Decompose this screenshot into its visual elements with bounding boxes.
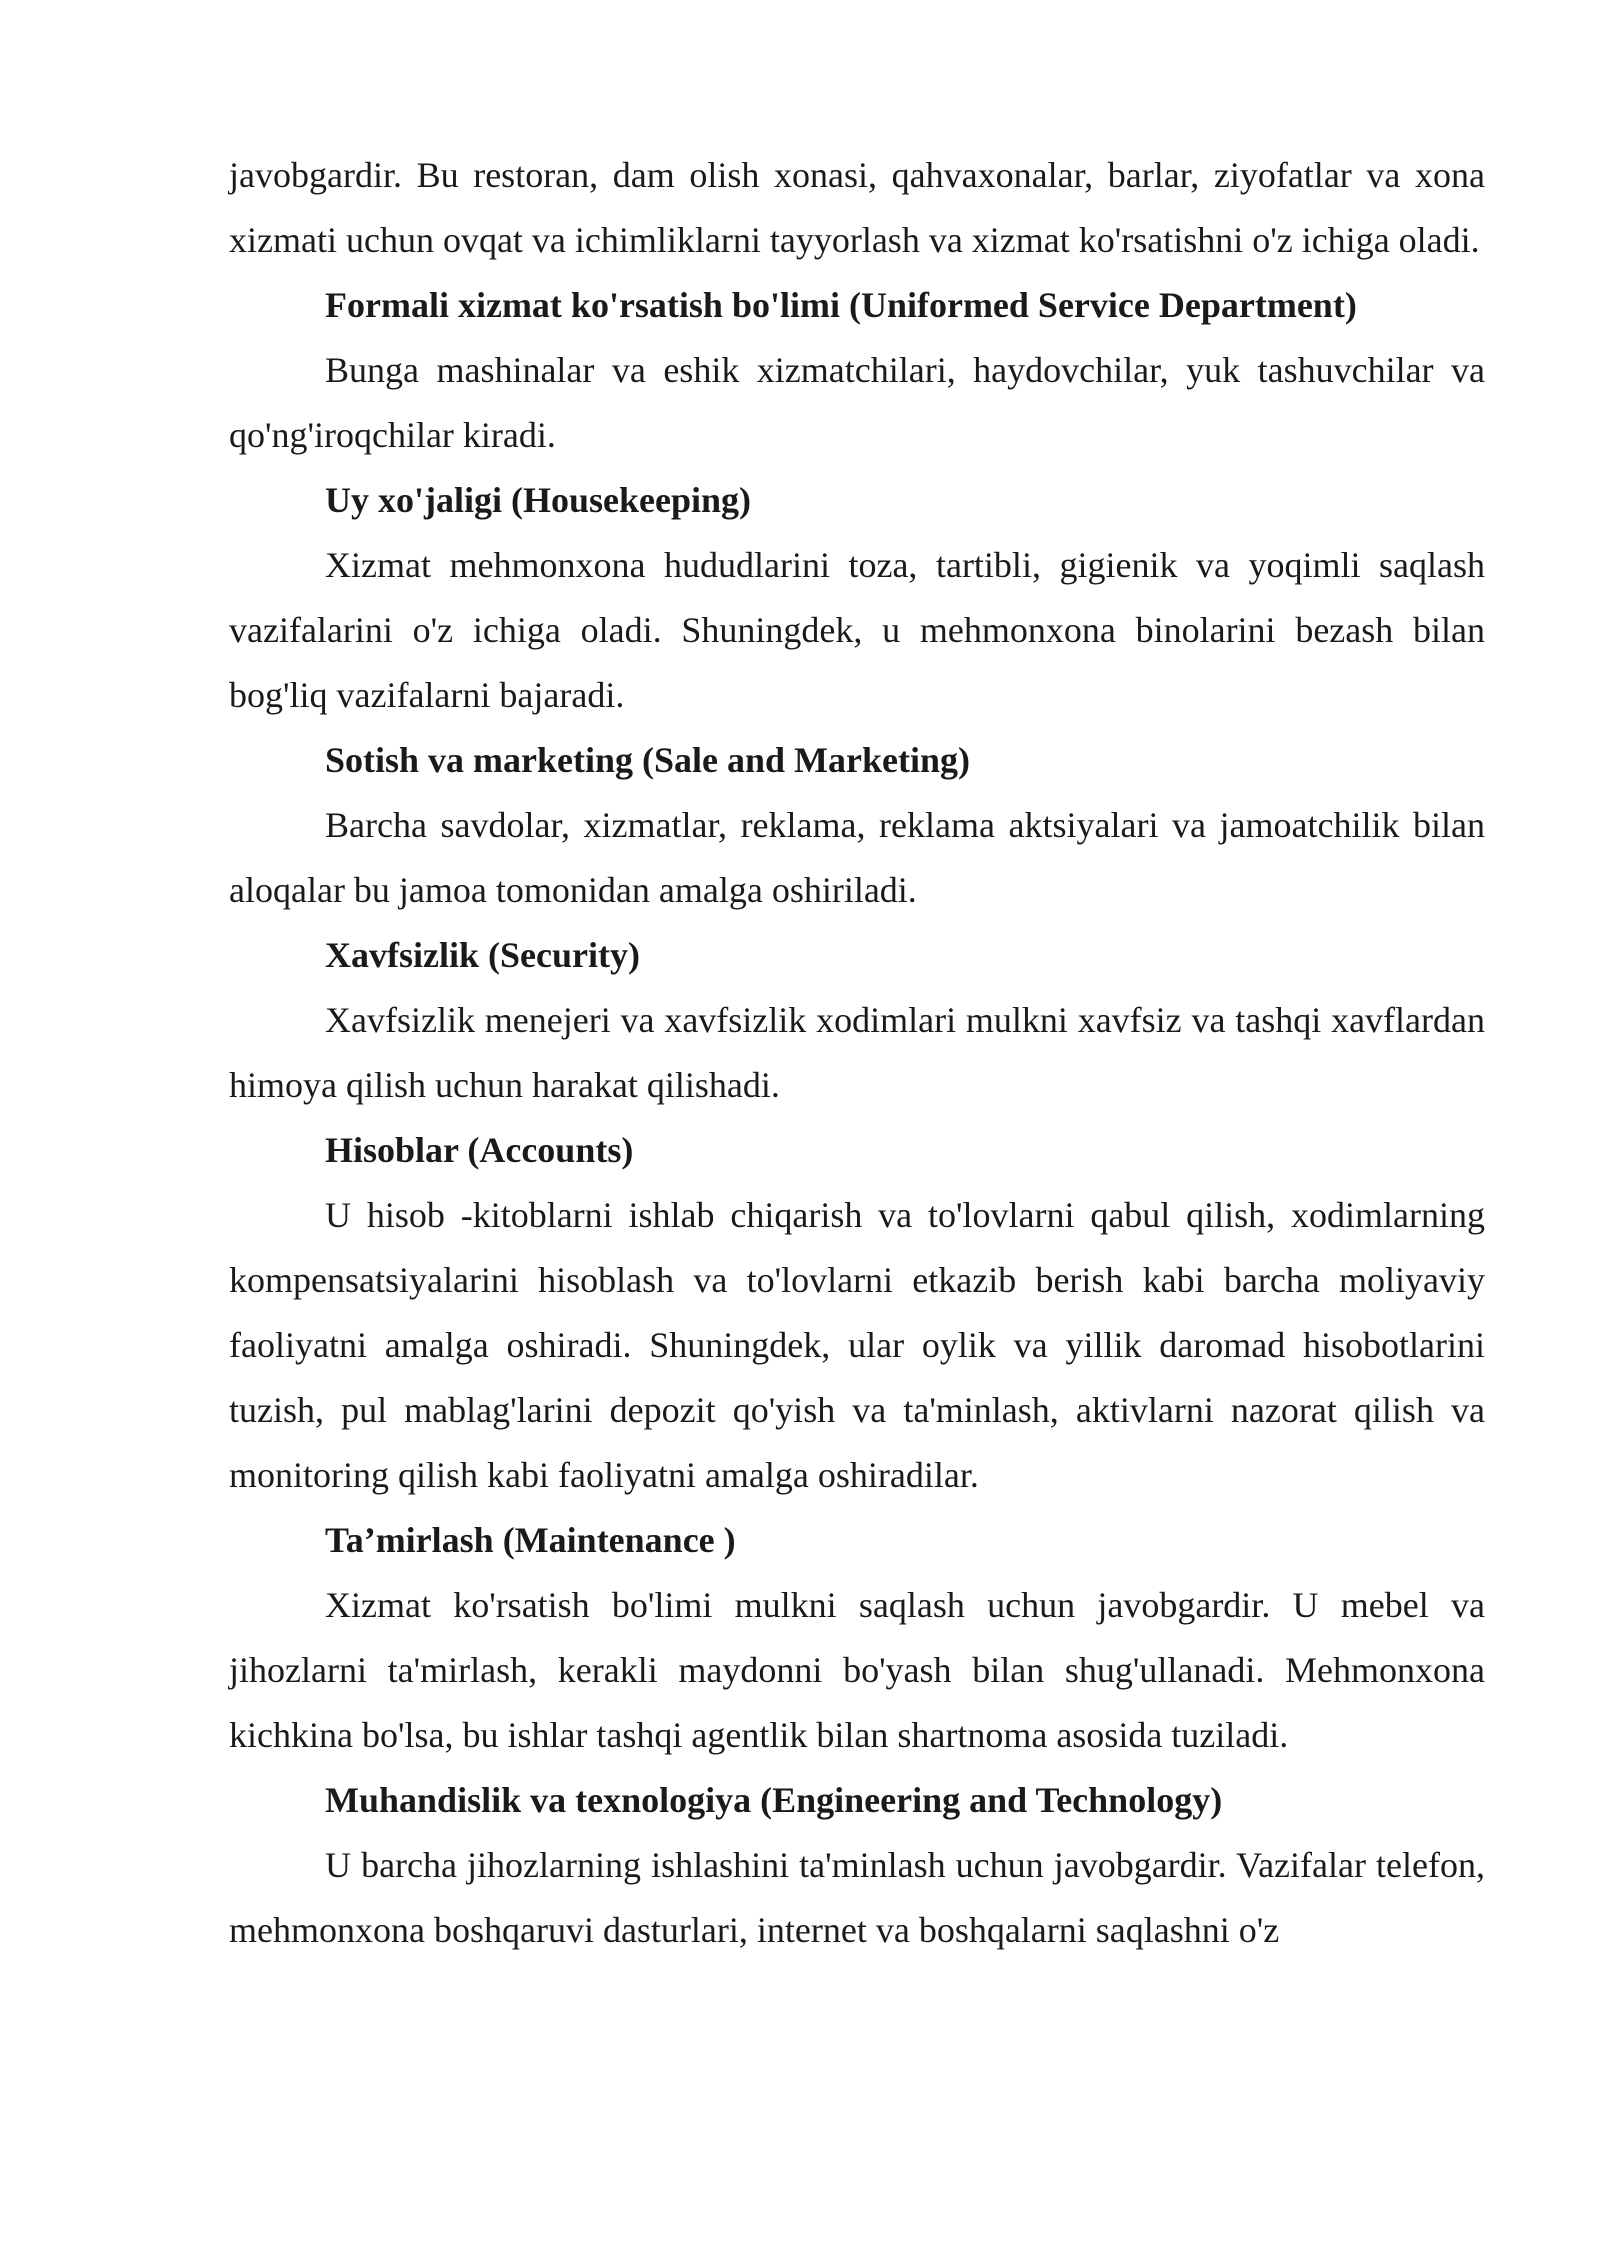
body-paragraph-maintenance: Xizmat ko'rsatish bo'limi mulkni saqlash uchun javobgardir. U mebel va jihozlarni ta'mirlash, kerakli maydonni bo'yash bilan shug'ullanadi. Mehmonxona kichkina bo'lsa, bu ishlar tashqi agentlik bilan shartnoma asosida tuziladi. bbox=[229, 1585, 1485, 1755]
section-heading-accounts: Hisoblar (Accounts) bbox=[325, 1130, 634, 1170]
section-heading-engineering: Muhandislik va texnologiya (Engineering and Technology) bbox=[325, 1780, 1223, 1820]
section-heading-uniformed-service: Formali xizmat ko'rsatish bo'limi (Uniformed Service Department) bbox=[325, 285, 1357, 325]
section-heading-housekeeping: Uy xo'jaligi (Housekeeping) bbox=[325, 480, 752, 520]
section-heading-security: Xavfsizlik (Security) bbox=[325, 935, 640, 975]
section-heading-maintenance: Ta’mirlash (Maintenance ) bbox=[325, 1520, 736, 1560]
section-heading-sale-marketing: Sotish va marketing (Sale and Marketing) bbox=[325, 740, 971, 780]
body-paragraph-housekeeping: Xizmat mehmonxona hududlarini toza, tartibli, gigienik va yoqimli saqlash vazifalarini o'z ichiga oladi. Shuningdek, u mehmonxona binolarini bezash bilan bog'liq vazifalarni bajaradi. bbox=[229, 545, 1485, 715]
body-paragraph-sale-marketing: Barcha savdolar, xizmatlar, reklama, reklama aktsiyalari va jamoatchilik bilan aloqalar bu jamoa tomonidan amalga oshiriladi. bbox=[229, 805, 1485, 910]
body-paragraph-engineering: U barcha jihozlarning ishlashini ta'minlash uchun javobgardir. Vazifalar telefon, mehmonxona boshqaruvi dasturlari, internet va boshqalarni saqlashni o'z bbox=[229, 1845, 1485, 1950]
body-paragraph-accounts: U hisob -kitoblarni ishlab chiqarish va to'lovlarni qabul qilish, xodimlarning kompensatsiyalarini hisoblash va to'lovlarni etkazib berish kabi barcha moliyaviy faoliyatni amalga oshiradi. Shuningdek, ular oylik va yillik daromad hisobotlarini tuzish, pul mablag'larini depozit qo'yish va ta'minlash, aktivlarni nazorat qilish va monitoring qilish kabi faoliyatni amalga oshiradilar. bbox=[229, 1195, 1485, 1495]
body-paragraph-security: Xavfsizlik menejeri va xavfsizlik xodimlari mulkni xavfsiz va tashqi xavflardan himoya qilish uchun harakat qilishadi. bbox=[229, 1000, 1485, 1105]
body-paragraph-uniformed-service: Bunga mashinalar va eshik xizmatchilari, haydovchilar, yuk tashuvchilar va qo'ng'iroqchilar kiradi. bbox=[229, 350, 1485, 455]
document-page bbox=[229, 143, 1485, 1963]
body-paragraph-continued: javobgardir. Bu restoran, dam olish xonasi, qahvaxonalar, barlar, ziyofatlar va xona xizmati uchun ovqat va ichimliklarni tayyorlash va xizmat ko'rsatishni o'z ichiga oladi. bbox=[229, 155, 1485, 260]
